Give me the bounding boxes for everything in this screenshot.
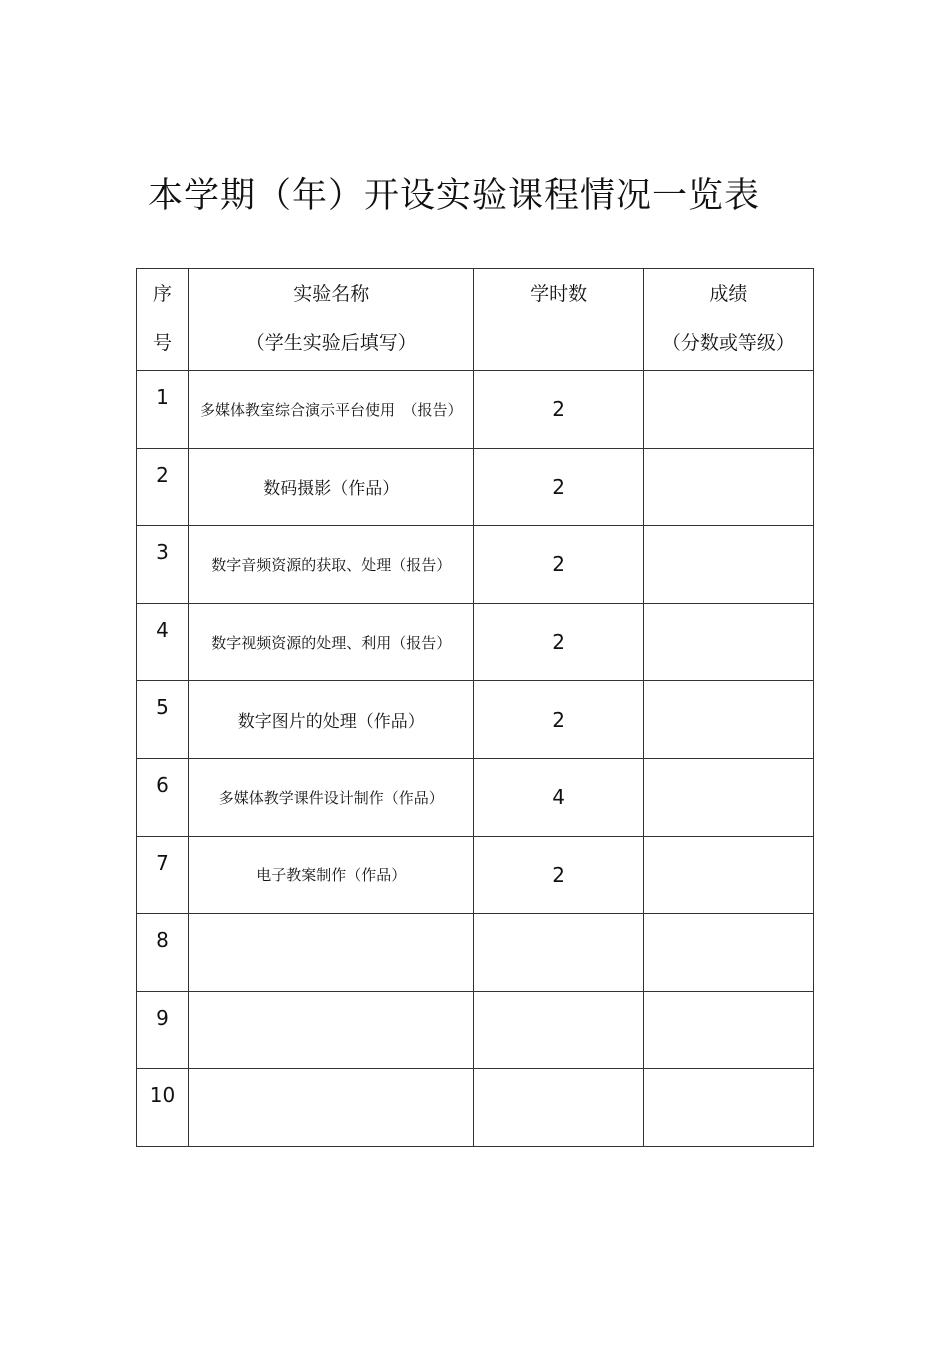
header-name-line1: 实验名称 bbox=[293, 283, 370, 305]
row-grade-cell[interactable] bbox=[643, 836, 813, 914]
row-grade-cell[interactable] bbox=[643, 914, 813, 992]
row-hours-cell[interactable] bbox=[474, 1069, 643, 1147]
header-grade bbox=[643, 269, 813, 371]
table-row bbox=[137, 758, 814, 836]
header-no-line2: 号 bbox=[153, 332, 173, 354]
row-hours: 2 bbox=[474, 371, 643, 449]
row-hours: 2 bbox=[474, 603, 643, 681]
row-grade-cell[interactable] bbox=[643, 1069, 813, 1147]
row-grade-cell[interactable] bbox=[643, 371, 813, 449]
row-grade-cell[interactable] bbox=[643, 448, 813, 526]
header-hours bbox=[474, 269, 643, 371]
header-name-line2: （学生实验后填写） bbox=[245, 332, 417, 354]
row-no: 3 bbox=[137, 526, 189, 604]
header-grade-line2: （分数或等级） bbox=[661, 332, 795, 354]
row-no: 1 bbox=[137, 371, 189, 449]
row-grade-cell[interactable] bbox=[643, 603, 813, 681]
row-no: 10 bbox=[137, 1069, 189, 1147]
row-name: 多媒体教室综合演示平台使用 （报告） bbox=[189, 371, 474, 449]
row-no: 6 bbox=[137, 758, 189, 836]
header-hours-label: 学时数 bbox=[530, 283, 588, 305]
page-title: 本学期（年）开设实验课程情况一览表 bbox=[148, 176, 761, 216]
row-hours: 2 bbox=[474, 681, 643, 759]
row-grade-cell[interactable] bbox=[643, 681, 813, 759]
row-name-cell[interactable] bbox=[189, 991, 474, 1069]
row-no: 8 bbox=[137, 914, 189, 992]
row-hours-cell[interactable] bbox=[474, 914, 643, 992]
row-no: 9 bbox=[137, 991, 189, 1069]
row-grade-cell[interactable] bbox=[643, 526, 813, 604]
row-grade-cell[interactable] bbox=[643, 991, 813, 1069]
table-row bbox=[137, 371, 814, 449]
table-row bbox=[137, 526, 814, 604]
row-name-cell[interactable] bbox=[189, 1069, 474, 1147]
row-hours: 2 bbox=[474, 526, 643, 604]
row-name: 数字图片的处理（作品） bbox=[189, 681, 474, 759]
table-row bbox=[137, 448, 814, 526]
row-no: 5 bbox=[137, 681, 189, 759]
row-hours: 2 bbox=[474, 836, 643, 914]
row-hours: 2 bbox=[474, 448, 643, 526]
header-grade-line1: 成绩 bbox=[709, 283, 748, 305]
row-grade-cell[interactable] bbox=[643, 758, 813, 836]
row-name: 数字视频资源的处理、利用（报告） bbox=[189, 603, 474, 681]
table-row bbox=[137, 991, 814, 1069]
table-row bbox=[137, 836, 814, 914]
row-hours-cell[interactable] bbox=[474, 991, 643, 1069]
row-name: 数码摄影（作品） bbox=[189, 448, 474, 526]
table-row bbox=[137, 681, 814, 759]
row-hours: 4 bbox=[474, 758, 643, 836]
table-row bbox=[137, 914, 814, 992]
header-no-line1: 序 bbox=[153, 283, 173, 305]
header-no bbox=[137, 269, 189, 371]
row-name-cell[interactable] bbox=[189, 914, 474, 992]
row-name: 电子教案制作（作品） bbox=[189, 836, 474, 914]
row-name: 多媒体教学课件设计制作（作品） bbox=[189, 758, 474, 836]
row-name: 数字音频资源的获取、处理（报告） bbox=[189, 526, 474, 604]
table-row bbox=[137, 603, 814, 681]
header-name bbox=[189, 269, 474, 371]
row-no: 4 bbox=[137, 603, 189, 681]
course-table bbox=[136, 268, 814, 1147]
table-row bbox=[137, 1069, 814, 1147]
row-no: 2 bbox=[137, 448, 189, 526]
table-header-row bbox=[137, 269, 814, 371]
row-no: 7 bbox=[137, 836, 189, 914]
